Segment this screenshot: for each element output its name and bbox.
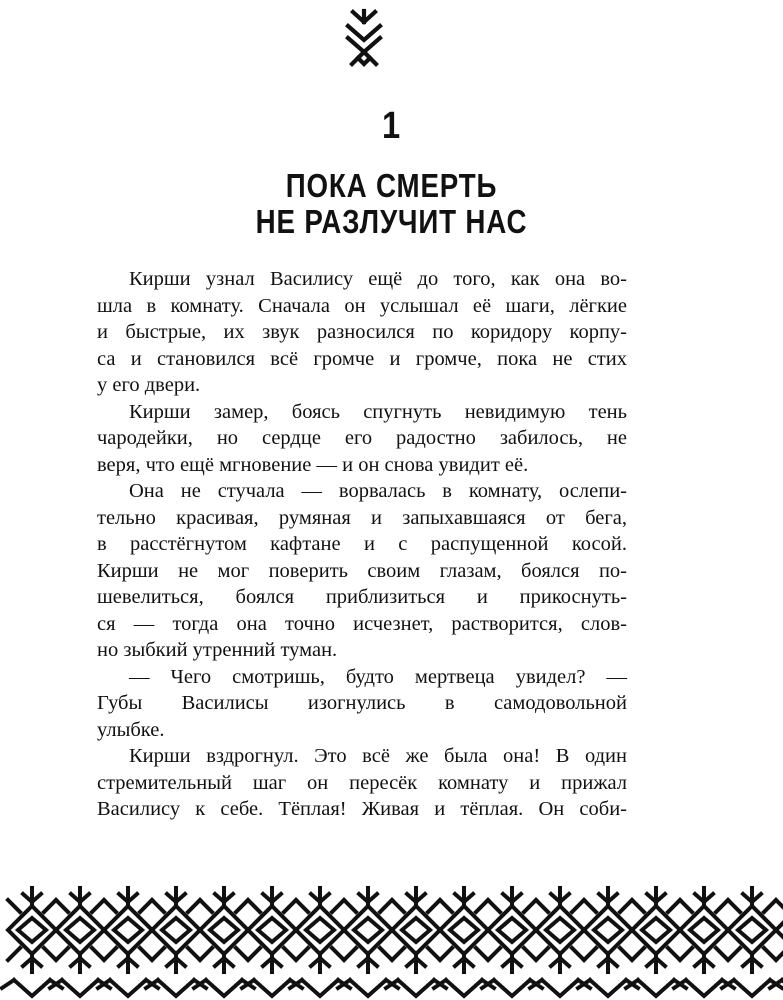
text-line: улыбке. <box>97 718 165 741</box>
ornament-motif <box>578 888 638 996</box>
text-line: шла в комнату. Сначала он услышал её шаги, лёгкие <box>97 294 627 317</box>
ornament-motif <box>50 888 110 996</box>
text-line: Кирши замер, боясь спугнуть невидимую тень <box>129 400 627 423</box>
text-line: но зыбкий утренний туман. <box>97 639 338 661</box>
text-line: чародейки, но сердце его радостно забилось, не <box>97 427 627 449</box>
text-line: в расстёгнутом кафтане и с распущенной косой. <box>97 533 627 555</box>
ornament-motif <box>530 888 590 996</box>
text-line: са и становился всё громче и громче, пока не стих <box>97 347 627 370</box>
text-line: — Чего смотришь, будто мертвеца увидел? — <box>129 665 627 688</box>
text-line: тельно красивая, румяная и запыхавшаяся от бега, <box>97 506 627 529</box>
chapter-title-line-1: ПОКА СМЕРТЬ <box>285 167 498 204</box>
text-line: Кирши не мог поверить своим глазам, боялся по- <box>97 559 627 582</box>
ornament-motif <box>290 888 350 996</box>
ornament-motif <box>674 888 734 996</box>
folk-ornament-icon <box>339 8 389 70</box>
ornament-motif <box>2 888 62 996</box>
chapter-title-line-2: НЕ РАЗЛУЧИТ НАС <box>255 203 528 240</box>
ornament-motif <box>338 888 398 996</box>
text-line: веря, что ещё мгновение — и он снова увидит её. <box>97 453 529 476</box>
ornament-motif <box>146 888 206 996</box>
text-line: Губы Василисы изогнулись в самодовольной <box>97 692 627 714</box>
ornament-motif <box>434 888 494 996</box>
ornament-motif <box>626 888 686 996</box>
text-line: у его двери. <box>97 374 201 396</box>
ornament-motif <box>98 888 158 996</box>
chapter-body <box>97 266 627 823</box>
folk-ornament-border <box>0 878 783 1000</box>
text-line: Кирши вздрогнул. Это всё же была она! В один <box>129 745 627 767</box>
ornament-motif <box>386 888 446 996</box>
ornament-motif <box>194 888 254 996</box>
ornament-motif <box>482 888 542 996</box>
ornament-motif <box>242 888 302 996</box>
text-line: шевелиться, боялся приблизиться и прикоснуть- <box>97 586 627 608</box>
chapter-number: 1 <box>381 105 402 147</box>
text-line: и быстрые, их звук разносился по коридору корпу- <box>97 321 627 343</box>
text-line: ся — тогда она точно исчезнет, растворится, слов- <box>97 612 627 635</box>
text-line: Василису к себе. Тёплая! Живая и тёплая. Он соби- <box>97 798 627 820</box>
text-line: Она не стучала — ворвалась в комнату, ослепи- <box>129 480 627 502</box>
text-line: Кирши узнал Василису ещё до того, как она во- <box>129 268 627 290</box>
text-line: стремительный шаг он пересёк комнату и прижал <box>97 771 627 794</box>
ornament-motif <box>722 888 782 996</box>
